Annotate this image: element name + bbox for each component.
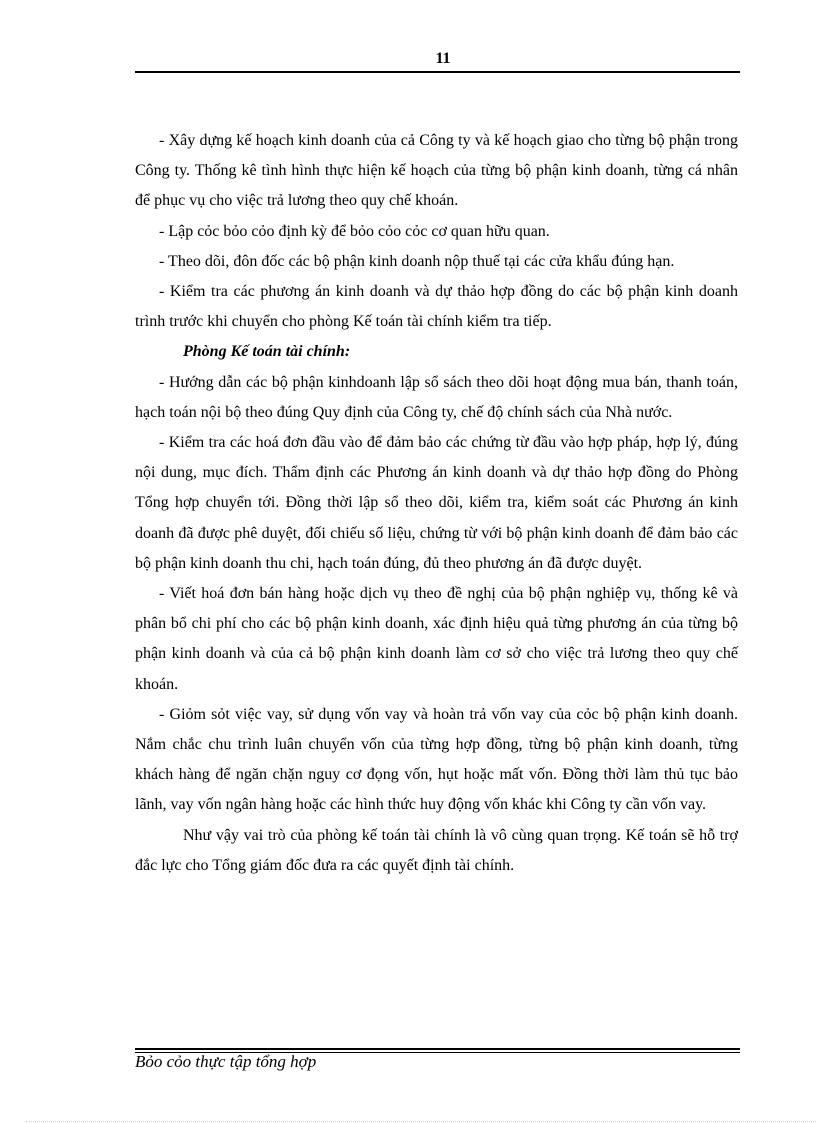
conclusion-paragraph: Như vậy vai trò của phòng kế toán tài chính là vô cùng quan trọng. Kế toán sẽ hỗ trợ đắc lực cho Tổng giám đốc đưa ra các quyết định tài chính.	[135, 826, 738, 874]
page-number: 11	[435, 50, 451, 67]
footer-title: Bỏo cỏo thực tập tổng hợp	[135, 1052, 317, 1071]
paragraph: - Kiểm tra các hoá đơn đầu vào để đảm bảo các chứng từ đầu vào hợp pháp, hợp lý, đúng nội dung, mục đích. Thẩm định các Phương án kinh doanh và dự thảo hợp đồng do Phòng Tổng hợp chuyển tới. Đồng thời lập sổ theo dõi, kiểm tra, kiểm soát các Phương án kinh doanh đã được phê duyệt, đối chiếu số liệu, chứng từ với bộ phận kinh doanh để đảm bảo các bộ phận kinh doanh thu chi, hạch toán đúng, đủ theo phương án đã được duyệt.	[135, 434, 738, 572]
paragraph: - Theo dõi, đôn đốc các bộ phận kinh doanh nộp thuế tại các cửa khẩu đúng hạn.	[159, 252, 675, 270]
footer-rule	[135, 1048, 740, 1050]
document-body	[135, 126, 738, 881]
section-heading: Phòng Kế toán tài chính:	[183, 343, 351, 361]
header-rule	[135, 71, 740, 73]
paragraph: - Lập cỏc bỏo cỏo định kỳ để bỏo cỏo cỏc cơ quan hữu quan.	[159, 222, 550, 240]
paragraph: - Xây dựng kế hoạch kinh doanh của cả Công ty và kế hoạch giao cho từng bộ phận trong Công ty. Thống kê tình hình thực hiện kế hoạch của từng bộ phận kinh doanh, từng cá nhân để phục vụ cho việc trả lương theo quy chế khoán.	[135, 132, 738, 210]
paragraph: - Kiểm tra các phương án kinh doanh và dự thảo hợp đồng do các bộ phận kinh doanh trình trước khi chuyển cho phòng Kế toán tài chính kiểm tra tiếp.	[135, 283, 738, 331]
paragraph: - Hướng dẫn các bộ phận kinhdoanh lập sổ sách theo dõi hoạt động mua bán, thanh toán, hạch toán nội bộ theo đúng Quy định của Công ty, chế độ chính sách của Nhà nước.	[135, 373, 738, 421]
paragraph: - Giỏm sỏt việc vay, sử dụng vốn vay và hoàn trả vốn vay của cỏc bộ phận kinh doanh. Nắm chắc chu trình luân chuyển vốn của từng hợp đồng, từng bộ phận kinh doanh, từng khách hàng để ngăn chặn nguy cơ đọng vốn, hụt hoặc mất vốn. Đồng thời làm thủ tục bảo lãnh, vay vốn ngân hàng hoặc các hình thức huy động vốn khác khi Công ty cần vốn vay.	[135, 705, 738, 814]
paragraph: - Viết hoá đơn bán hàng hoặc dịch vụ theo đề nghị của bộ phận nghiệp vụ, thống kê và phân bổ chi phí cho các bộ phận kinh doanh, xác định hiệu quả từng phương án của từng bộ phận kinh doanh và của cả bộ phận kinh doanh làm cơ sở cho việc trả lương theo quy chế khoán.	[135, 585, 738, 693]
page-edge	[26, 1121, 816, 1122]
